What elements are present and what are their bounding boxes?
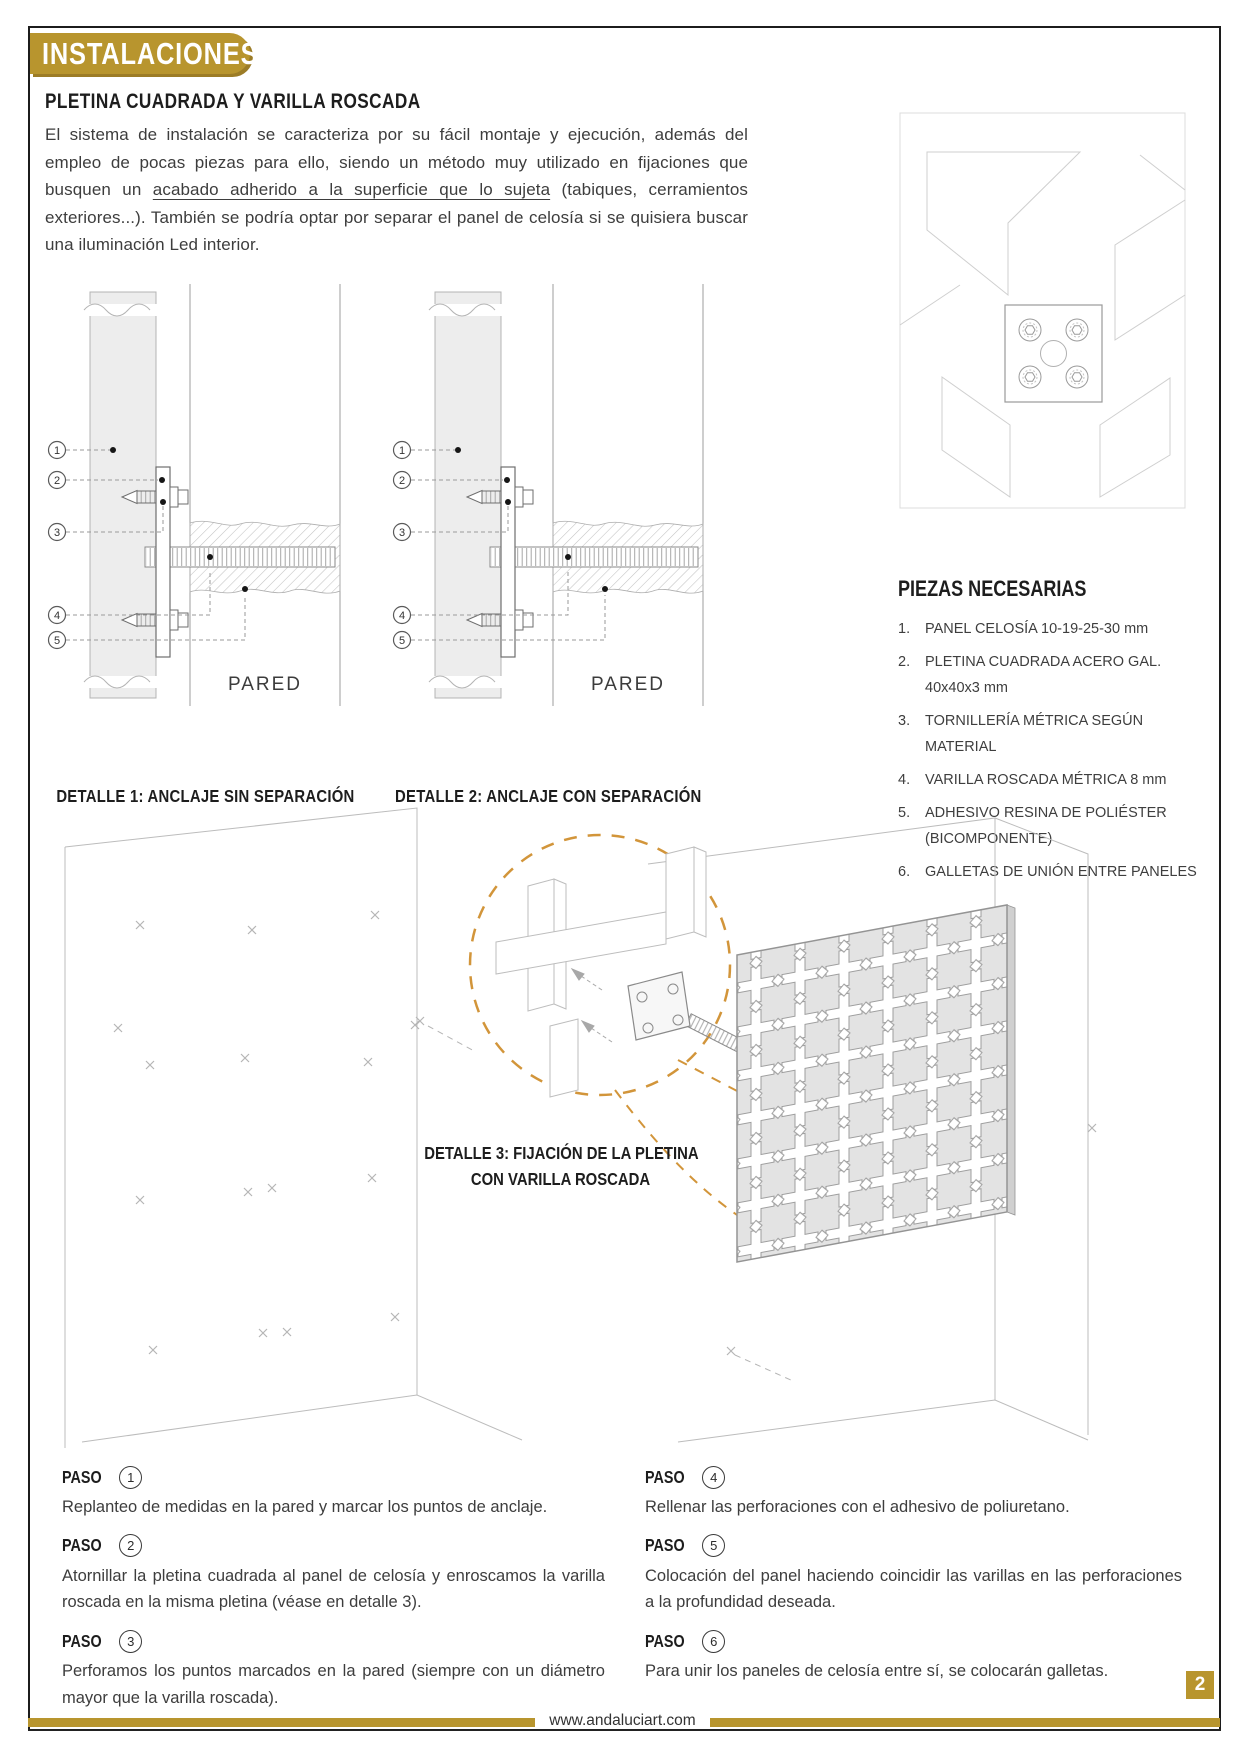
step-heading: PASO 2 <box>62 1535 605 1557</box>
plate-front-view-drawing <box>830 95 1220 515</box>
svg-text:5: 5 <box>53 635 61 647</box>
step-text: Atornillar la pletina cuadrada al panel de celosía y enroscamos la varilla roscada en la misma pletina (véase en detalle 3). <box>62 1566 605 1612</box>
wall-label: PARED <box>227 674 303 695</box>
footer-gold-bar-left <box>28 1718 535 1727</box>
square-plate <box>1005 305 1102 402</box>
step-heading: PASO 4 <box>645 1466 1182 1488</box>
svg-text:1: 1 <box>398 445 406 457</box>
step-number-badge: 5 <box>702 1534 725 1557</box>
threaded-rod <box>490 547 698 567</box>
step-text: Rellenar las perforaciones con el adhesivo de poliuretano. <box>645 1498 1070 1516</box>
svg-text:3: 3 <box>398 527 406 539</box>
detail1-caption: DETALLE 1: ANCLAJE SIN SEPARACIÓN <box>56 786 355 806</box>
intro-text-2: (tabiques, cerramientos exteriores...). También se podría optar por separar el panel de celosía si se quisiera buscar una iluminación Led interior. <box>45 180 748 255</box>
pletina-plate <box>156 467 170 657</box>
step-heading: PASO 1 <box>62 1466 605 1488</box>
step-text: Perforamos los puntos marcados en la pared (siempre con un diámetro mayor que la varilla roscada). <box>62 1662 605 1707</box>
step-number-badge: 2 <box>119 1534 142 1557</box>
steps-column-right <box>645 1466 1182 1699</box>
parts-item: 1. PANEL CELOSÍA 10-19-25-30 mm <box>898 621 1149 637</box>
detail3-lattice-prisms <box>496 847 706 1097</box>
parts-item: 6. GALLETAS DE UNIÓN ENTRE PANELES <box>898 864 1197 880</box>
parts-item: 4. VARILLA ROSCADA MÉTRICA 8 mm <box>898 772 1167 788</box>
celosia-panel <box>737 905 1015 1262</box>
svg-text:1: 1 <box>53 445 61 457</box>
svg-text:2: 2 <box>398 475 406 487</box>
threaded-rod <box>145 547 335 567</box>
parts-item: 3. TORNILLERÍA MÉTRICA SEGÚN MATERIAL <box>898 713 1144 755</box>
step-number-badge: 6 <box>702 1630 725 1653</box>
page-title: PLETINA CUADRADA Y VARILLA ROSCADA <box>45 90 421 113</box>
wall-label: PARED <box>590 674 666 695</box>
intro-underlined-phrase: acabado adherido a la superficie que lo sujeta <box>152 180 551 200</box>
svg-text:5: 5 <box>398 635 406 647</box>
parts-item: 5. ADHESIVO RESINA DE POLIÉSTER (BICOMPONENTE) <box>898 805 1167 847</box>
svg-text:2: 2 <box>53 475 61 487</box>
footer-rule <box>28 1729 1221 1731</box>
pletina-plate <box>501 467 515 657</box>
step-heading: PASO 5 <box>645 1535 1182 1557</box>
isometric-installation-drawing <box>30 790 1220 1462</box>
step-number-badge: 3 <box>119 1630 142 1653</box>
intro-text-1: El sistema de instalación se caracteriza por su fácil montaje y ejecución, además del empleo de pocas piezas para ello, siendo un método muy utilizado en fijaciones que busquen un <box>45 125 748 200</box>
step-text: Para unir los paneles de celosía entre sí, se colocarán galletas. <box>645 1662 1109 1681</box>
parts-item: 2. PLETINA CUADRADA ACERO GAL. 40x40x3 mm <box>898 654 1162 696</box>
step-text: Replanteo de medidas en la pared y marcar los puntos de anclaje. <box>62 1498 548 1516</box>
svg-text:4: 4 <box>398 610 406 622</box>
detail2-caption: DETALLE 2: ANCLAJE CON SEPARACIÓN <box>395 786 702 806</box>
steps-column-left <box>62 1466 605 1726</box>
section-header-label: INSTALACIONES <box>42 35 259 71</box>
left-wall-lines <box>65 808 522 1448</box>
step-heading: PASO 3 <box>62 1630 605 1652</box>
detail2-section-drawing <box>385 280 715 710</box>
step-number-badge: 1 <box>119 1466 142 1489</box>
svg-text:3: 3 <box>53 527 61 539</box>
step-text: Colocación del panel haciendo coincidir las varillas en las perforaciones a la profundidad deseada. <box>645 1566 1182 1612</box>
callout-bubbles <box>394 442 411 649</box>
intro-paragraph <box>45 121 748 259</box>
parts-heading: PIEZAS NECESARIAS <box>898 576 1087 601</box>
footer-website-link[interactable]: www.andaluciart.com <box>549 1712 696 1729</box>
detail3-caption: DETALLE 3: FIJACIÓN DE LA PLETINA CON VARILLA ROSCADA <box>424 1143 699 1190</box>
detail1-section-drawing <box>40 280 370 710</box>
page-border-top <box>28 26 1221 28</box>
section-header-badge <box>30 33 259 74</box>
step-number-badge: 4 <box>702 1466 725 1489</box>
svg-text:4: 4 <box>53 610 61 622</box>
step-heading: PASO 6 <box>645 1630 1182 1652</box>
page-number-badge: 2 <box>1186 1671 1214 1699</box>
callout-bubbles <box>49 442 66 649</box>
footer-gold-bar-right <box>710 1718 1220 1727</box>
